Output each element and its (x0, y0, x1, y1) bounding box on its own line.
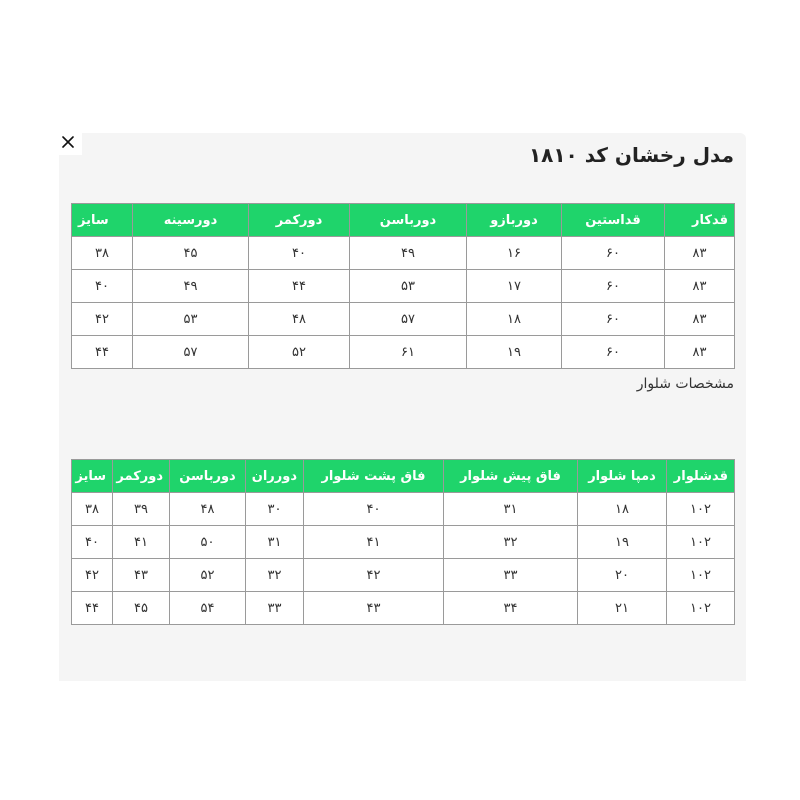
table-cell: ۴۵ (133, 237, 249, 270)
table-cell: ۵۷ (350, 303, 467, 336)
table-cell: ۴۰ (72, 270, 133, 303)
table-row (72, 526, 735, 559)
table-cell: ۴۵ (113, 592, 170, 625)
header-qadshalvar: قدشلوار (667, 460, 735, 493)
table-row (72, 237, 735, 270)
table-cell: ۶۰ (562, 237, 665, 270)
table-cell: ۱۷ (467, 270, 562, 303)
table-cell: ۵۲ (249, 336, 350, 369)
pants-section-title: مشخصات شلوار (636, 376, 734, 392)
table-cell: ۱۸ (578, 493, 667, 526)
table-cell: ۳۲ (444, 526, 578, 559)
table-cell: ۴۱ (113, 526, 170, 559)
table-cell: ۲۰ (578, 559, 667, 592)
table-cell: ۳۰ (246, 493, 304, 526)
table-row (72, 336, 735, 369)
table-cell: ۱۸ (467, 303, 562, 336)
table-row (72, 559, 735, 592)
table-row (72, 270, 735, 303)
table-cell: ۳۱ (444, 493, 578, 526)
table-row (72, 592, 735, 625)
table-header-row (72, 204, 735, 237)
table-cell: ۵۴ (170, 592, 246, 625)
table-cell: ۵۳ (350, 270, 467, 303)
header-dorbazoo: دوربازو (467, 204, 562, 237)
table-row (72, 303, 735, 336)
table-cell: ۳۳ (444, 559, 578, 592)
modal-title: مدل رخشان کد ۱۸۱۰ (528, 143, 734, 167)
header-dorsineh: دورسینه (133, 204, 249, 237)
table-cell: ۱۶ (467, 237, 562, 270)
table-cell: ۳۲ (246, 559, 304, 592)
table-cell: ۴۱ (304, 526, 444, 559)
table-cell: ۲۱ (578, 592, 667, 625)
table-cell: ۱۹ (578, 526, 667, 559)
header-dorkamar: دورکمر (113, 460, 170, 493)
header-dampa: دمپا شلوار (578, 460, 667, 493)
table-header-row (72, 460, 735, 493)
table-cell: ۵۲ (170, 559, 246, 592)
table-cell: ۶۰ (562, 303, 665, 336)
header-qadastin: قداستین (562, 204, 665, 237)
table-cell: ۸۳ (665, 303, 735, 336)
header-qadkar: قدکار (665, 204, 735, 237)
table-cell: ۴۲ (72, 303, 133, 336)
table-cell: ۵۷ (133, 336, 249, 369)
table-cell: ۴۳ (113, 559, 170, 592)
pants-size-table (71, 459, 735, 625)
header-faq-posht: فاق پشت شلوار (304, 460, 444, 493)
table-cell: ۱۰۲ (667, 559, 735, 592)
table-cell: ۶۱ (350, 336, 467, 369)
table-cell: ۶۰ (562, 270, 665, 303)
table-row (72, 493, 735, 526)
table-cell: ۴۰ (304, 493, 444, 526)
table-cell: ۱۰۲ (667, 526, 735, 559)
close-icon (62, 136, 74, 148)
table-cell: ۱۹ (467, 336, 562, 369)
table-cell: ۴۸ (249, 303, 350, 336)
table-cell: ۵۳ (133, 303, 249, 336)
table-cell: ۴۴ (249, 270, 350, 303)
table-cell: ۴۴ (72, 592, 113, 625)
close-button[interactable] (54, 129, 82, 155)
table-cell: ۳۳ (246, 592, 304, 625)
table-cell: ۸۳ (665, 336, 735, 369)
table-cell: ۴۸ (170, 493, 246, 526)
table-cell: ۳۴ (444, 592, 578, 625)
header-faq-pish: فاق پیش شلوار (444, 460, 578, 493)
table-cell: ۴۰ (72, 526, 113, 559)
table-cell: ۳۸ (72, 493, 113, 526)
table-cell: ۳۱ (246, 526, 304, 559)
table-cell: ۶۰ (562, 336, 665, 369)
table-cell: ۴۹ (350, 237, 467, 270)
table-cell: ۸۳ (665, 270, 735, 303)
header-dorbasan: دورباسن (350, 204, 467, 237)
header-dorran: دورران (246, 460, 304, 493)
header-size: سایز (72, 204, 133, 237)
table-cell: ۳۸ (72, 237, 133, 270)
table-cell: ۵۰ (170, 526, 246, 559)
top-size-table (71, 203, 735, 369)
table-cell: ۴۳ (304, 592, 444, 625)
table-cell: ۴۴ (72, 336, 133, 369)
table-cell: ۳۹ (113, 493, 170, 526)
table-cell: ۴۲ (304, 559, 444, 592)
table-cell: ۱۰۲ (667, 493, 735, 526)
table-cell: ۱۰۲ (667, 592, 735, 625)
table-cell: ۴۲ (72, 559, 113, 592)
header-dorbasan: دورباسن (170, 460, 246, 493)
table-cell: ۴۰ (249, 237, 350, 270)
header-dorkamar: دورکمر (249, 204, 350, 237)
table-cell: ۴۹ (133, 270, 249, 303)
table-cell: ۸۳ (665, 237, 735, 270)
header-size: سایز (72, 460, 113, 493)
